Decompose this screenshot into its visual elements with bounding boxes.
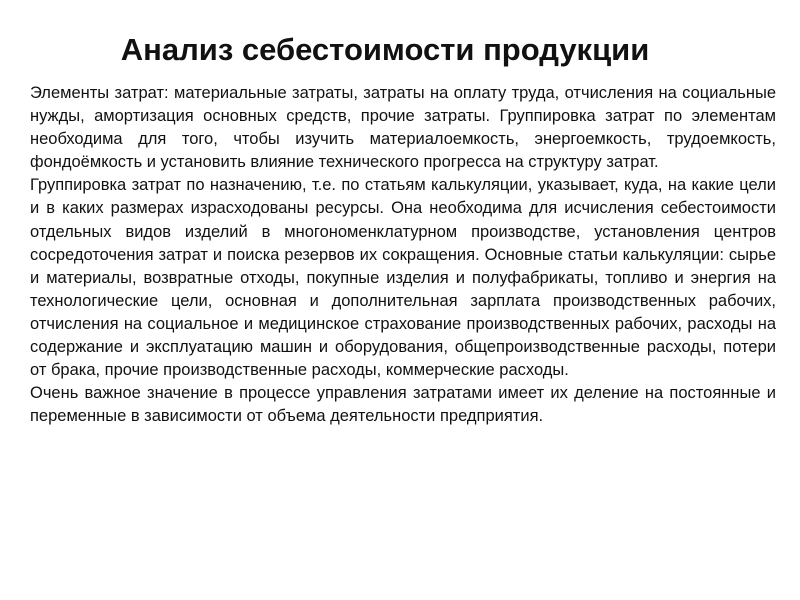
paragraph-cost-items: Группировка затрат по назначению, т.е. по статьям калькуляции, указывает, куда, на какие цели и в каких размерах израсходованы ресурсы. Она необходима для исчисления себестоимости отдельных видов изделий в многономенклатурном производстве, установления центров сосредоточения затрат и поиска резервов их сокращения. Основные статьи калькуляции: сырье и материалы, возвратные отходы, покупные изделия и полуфабрикаты, топливо и энергия на технологические цели, основная и дополнительная зарплата производственных рабочих, отчисления на социальное и медицинское страхование производственных рабочих, расходы на содержание и эксплуатацию машин и оборудования, общепроизводственные расходы, потери от брака, прочие производственные расходы, коммерческие расходы. [30, 176, 776, 380]
slide-body [30, 82, 776, 428]
paragraph-cost-elements: Элементы затрат: материальные затраты, затраты на оплату труда, отчисления на социальные нужды, амортизация основных средств, прочие затраты. Группировка затрат по элементам необходима для того, чтобы изучить материалоемкость, энергоемкость, трудоемкость, фондоёмкость и установить влияние технического прогресса на структуру затрат. [30, 84, 776, 172]
slide-title: Анализ себестоимости продукции [120, 32, 650, 67]
paragraph-fixed-variable: Очень важное значение в процессе управления затратами имеет их деление на постоянные и переменные в зависимости от объема деятельности предприятия. [30, 384, 776, 426]
